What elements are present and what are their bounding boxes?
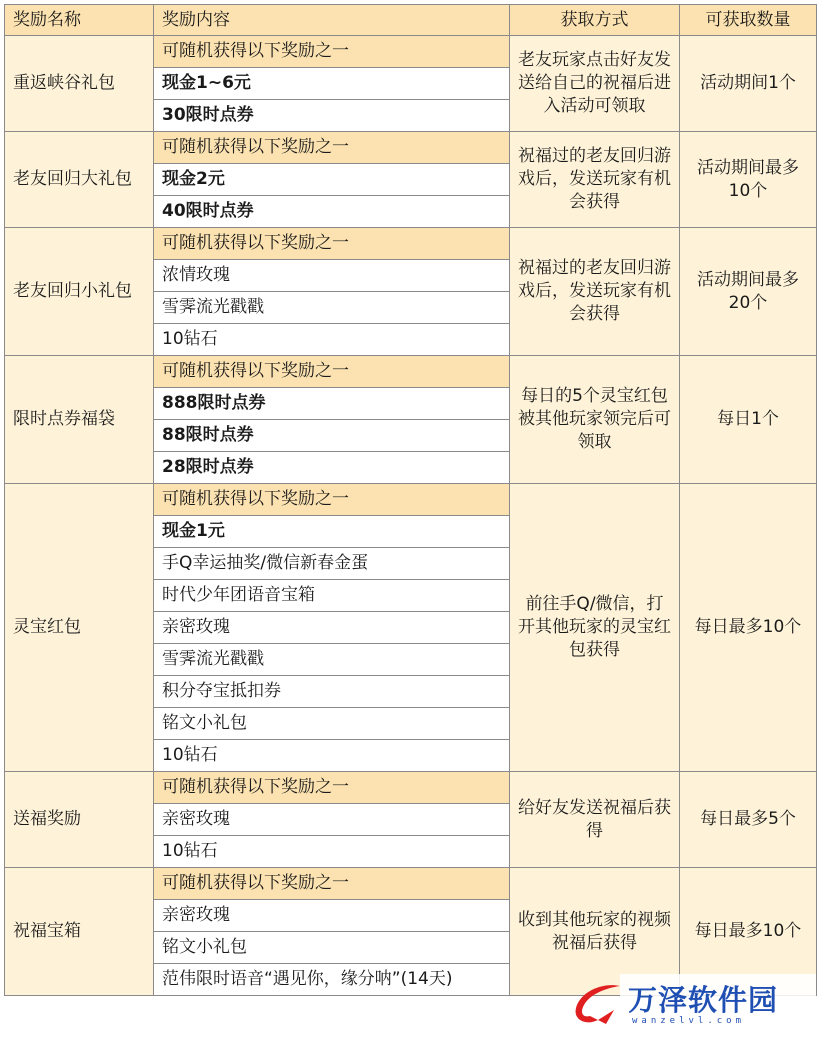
reward-method: 给好友发送祝福后获得 [510,772,680,868]
reward-pick-note: 可随机获得以下奖励之一 [154,132,510,164]
reward-item: 雪霁流光戳戳 [154,644,510,676]
reward-name: 重返峡谷礼包 [5,36,154,132]
reward-item: 积分夺宝抵扣券 [154,676,510,708]
reward-item: 10钻石 [154,740,510,772]
reward-pick-note: 可随机获得以下奖励之一 [154,228,510,260]
table-row [5,356,817,388]
reward-method: 老友玩家点击好友发送给自己的祝福后进入活动可领取 [510,36,680,132]
reward-method: 收到其他玩家的视频祝福后获得 [510,868,680,996]
reward-name: 老友回归小礼包 [5,228,154,356]
header-row [5,5,817,36]
reward-item: 范伟限时语音“遇见你，缘分呐”(14天) [154,964,510,996]
reward-item: 亲密玫瑰 [154,612,510,644]
reward-item: 浓情玫瑰 [154,260,510,292]
table-row [5,36,817,68]
reward-quantity: 活动期间最多20个 [680,228,817,356]
reward-item: 手Q幸运抽奖/微信新春金蛋 [154,548,510,580]
watermark-logo-icon [568,980,628,1030]
reward-name: 送福奖励 [5,772,154,868]
reward-item: 亲密玫瑰 [154,804,510,836]
reward-pick-note: 可随机获得以下奖励之一 [154,356,510,388]
table-row [5,132,817,164]
reward-name: 灵宝红包 [5,484,154,772]
reward-name: 老友回归大礼包 [5,132,154,228]
reward-name: 祝福宝箱 [5,868,154,996]
reward-item: 28限时点券 [154,452,510,484]
reward-item: 现金1元 [154,516,510,548]
reward-item: 888限时点券 [154,388,510,420]
reward-quantity: 活动期间最多10个 [680,132,817,228]
reward-item: 10钻石 [154,836,510,868]
reward-method: 每日的5个灵宝红包被其他玩家领完后可领取 [510,356,680,484]
reward-pick-note: 可随机获得以下奖励之一 [154,868,510,900]
reward-item: 亲密玫瑰 [154,900,510,932]
reward-item: 30限时点券 [154,100,510,132]
reward-method: 祝福过的老友回归游戏后，发送玩家有机会获得 [510,228,680,356]
header-reward-content: 奖励内容 [154,5,510,36]
reward-item: 10钻石 [154,324,510,356]
reward-method: 祝福过的老友回归游戏后，发送玩家有机会获得 [510,132,680,228]
reward-quantity: 每日最多10个 [680,868,817,996]
reward-item: 现金1~6元 [154,68,510,100]
reward-item: 现金2元 [154,164,510,196]
header-reward-name: 奖励名称 [5,5,154,36]
rewards-table [4,4,817,996]
reward-item: 40限时点券 [154,196,510,228]
reward-quantity: 每日1个 [680,356,817,484]
reward-pick-note: 可随机获得以下奖励之一 [154,484,510,516]
table-row [5,484,817,516]
table-row [5,228,817,260]
watermark-text: 万泽软件园 [628,983,779,1017]
header-quantity: 可获取数量 [680,5,817,36]
reward-pick-note: 可随机获得以下奖励之一 [154,772,510,804]
header-method: 获取方式 [510,5,680,36]
reward-item: 铭文小礼包 [154,708,510,740]
reward-quantity: 每日最多5个 [680,772,817,868]
reward-quantity: 活动期间1个 [680,36,817,132]
reward-item: 铭文小礼包 [154,932,510,964]
reward-method: 前往手Q/微信，打开其他玩家的灵宝红包获得 [510,484,680,772]
table-row [5,772,817,804]
reward-item: 雪霁流光戳戳 [154,292,510,324]
reward-name: 限时点券福袋 [5,356,154,484]
table-row [5,868,817,900]
reward-item: 88限时点券 [154,420,510,452]
reward-item: 时代少年团语音宝箱 [154,580,510,612]
reward-pick-note: 可随机获得以下奖励之一 [154,36,510,68]
watermark [560,970,816,1034]
watermark-url: wanzelvl.com [632,1016,746,1026]
reward-quantity: 每日最多10个 [680,484,817,772]
